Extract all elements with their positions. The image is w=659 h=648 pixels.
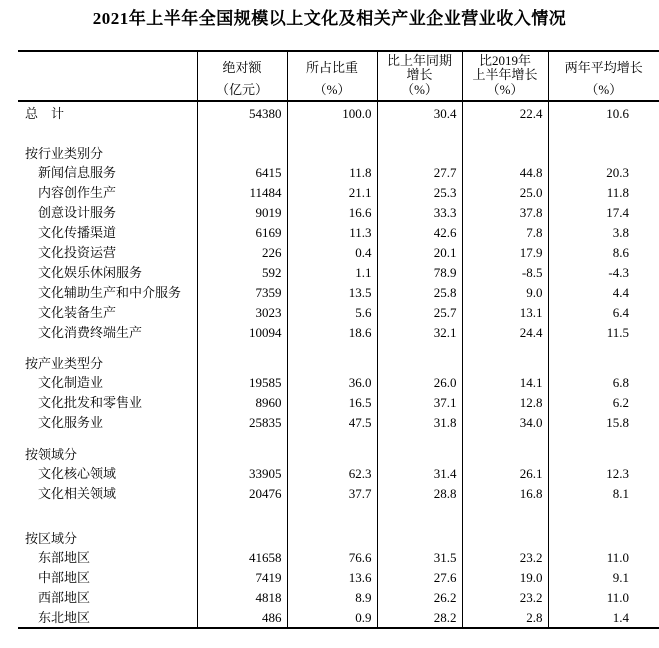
row-label: 中部地区 xyxy=(38,570,91,585)
value-cell: 1.4 xyxy=(548,608,659,628)
value-cell: 25.3 xyxy=(377,183,462,203)
spacer-cell xyxy=(462,355,548,373)
value-cell: 11484 xyxy=(197,183,287,203)
row-label: 创意设计服务 xyxy=(38,205,117,220)
spacer-row xyxy=(18,125,659,145)
value-cell: 8.1 xyxy=(548,484,659,504)
value-cell: 37.1 xyxy=(377,393,462,413)
spacer-cell xyxy=(287,530,377,548)
row-label: 东北地区 xyxy=(38,609,91,625)
value-cell: 19585 xyxy=(197,373,287,393)
value-cell: 18.6 xyxy=(287,323,377,343)
value-cell: 7.8 xyxy=(462,223,548,243)
table-row xyxy=(18,203,659,223)
value-cell: 10.6 xyxy=(548,101,659,125)
row-label: 文化投资运营 xyxy=(38,245,117,260)
section-heading-row xyxy=(18,355,659,373)
row-label: 文化服务业 xyxy=(38,415,104,430)
value-cell: 33905 xyxy=(197,464,287,484)
value-cell: 7359 xyxy=(197,283,287,303)
value-cell: 23.2 xyxy=(462,588,548,608)
table-row xyxy=(18,303,659,323)
row-label: 新闻信息服务 xyxy=(38,165,117,180)
value-cell: 26.2 xyxy=(377,588,462,608)
spacer-cell xyxy=(197,145,287,163)
value-cell: 34.0 xyxy=(462,413,548,433)
value-cell: 27.7 xyxy=(377,163,462,183)
col-header-category xyxy=(18,51,197,101)
spacer-cell xyxy=(548,433,659,446)
value-cell: 44.8 xyxy=(462,163,548,183)
value-cell: 8.9 xyxy=(287,588,377,608)
value-cell: 20.1 xyxy=(377,243,462,263)
total-row xyxy=(18,101,659,125)
spacer-row xyxy=(18,504,659,530)
table-row xyxy=(18,243,659,263)
spacer-cell xyxy=(462,343,548,355)
value-cell: 4.4 xyxy=(548,283,659,303)
value-cell: 76.6 xyxy=(287,548,377,568)
spacer-cell xyxy=(18,504,197,530)
value-cell: 11.8 xyxy=(287,163,377,183)
spacer-cell xyxy=(462,433,548,446)
value-cell: 37.8 xyxy=(462,203,548,223)
col-header-yoy-growth-line1: 比上年同期 xyxy=(386,52,452,68)
spacer-cell xyxy=(197,504,287,530)
spacer-cell xyxy=(197,125,287,145)
value-cell: 11.3 xyxy=(287,223,377,243)
spacer-cell xyxy=(287,343,377,355)
value-cell: 12.3 xyxy=(548,464,659,484)
col-header-yoy-growth-line2: 增长 xyxy=(406,66,433,82)
col-header-amount-unit: （亿元） xyxy=(215,82,268,97)
table-row xyxy=(18,568,659,588)
spacer-cell xyxy=(197,343,287,355)
table-row xyxy=(18,608,659,628)
value-cell: 486 xyxy=(197,608,287,628)
spacer-cell xyxy=(462,530,548,548)
row-label: 文化消费终端生产 xyxy=(38,325,143,340)
col-header-share-unit: （%） xyxy=(313,82,351,97)
value-cell: 10094 xyxy=(197,323,287,343)
value-cell: 9.0 xyxy=(462,283,548,303)
table-row xyxy=(18,263,659,283)
table-row xyxy=(18,588,659,608)
row-label: 东部地区 xyxy=(38,550,91,565)
col-header-yoy-growth-unit: （%） xyxy=(401,82,438,97)
value-cell: 42.6 xyxy=(377,223,462,243)
row-label: 文化相关领域 xyxy=(38,486,117,501)
value-cell: 62.3 xyxy=(287,464,377,484)
table-row xyxy=(18,163,659,183)
col-header-amount-label: 绝对额 xyxy=(222,59,262,75)
value-cell: 17.9 xyxy=(462,243,548,263)
value-cell: 14.1 xyxy=(462,373,548,393)
value-cell: 4818 xyxy=(197,588,287,608)
col-header-vs2019-growth xyxy=(462,51,548,101)
value-cell: 5.6 xyxy=(287,303,377,323)
col-header-two-year-avg-growth-label: 两年平均增长 xyxy=(564,59,643,75)
spacer-cell xyxy=(548,446,659,464)
table-row xyxy=(18,548,659,568)
section-heading-row xyxy=(18,446,659,464)
value-cell: 33.3 xyxy=(377,203,462,223)
value-cell: 8960 xyxy=(197,393,287,413)
spacer-cell xyxy=(548,125,659,145)
row-label: 文化批发和零售业 xyxy=(38,395,143,410)
value-cell: 54380 xyxy=(197,101,287,125)
value-cell: 3023 xyxy=(197,303,287,323)
spacer-cell xyxy=(548,530,659,548)
value-cell: 0.4 xyxy=(287,243,377,263)
value-cell: 25835 xyxy=(197,413,287,433)
col-header-share xyxy=(287,51,377,101)
spacer-cell xyxy=(197,433,287,446)
value-cell: 20476 xyxy=(197,484,287,504)
row-label: 文化传播渠道 xyxy=(38,225,117,240)
value-cell: 22.4 xyxy=(462,101,548,125)
spacer-cell xyxy=(197,530,287,548)
table-body xyxy=(18,101,659,628)
value-cell: 36.0 xyxy=(287,373,377,393)
table-row xyxy=(18,323,659,343)
value-cell: 592 xyxy=(197,263,287,283)
value-cell: 78.9 xyxy=(377,263,462,283)
value-cell: -4.3 xyxy=(548,263,659,283)
table-row xyxy=(18,464,659,484)
value-cell: 9.1 xyxy=(548,568,659,588)
spacer-cell xyxy=(548,343,659,355)
spacer-cell xyxy=(462,145,548,163)
section-heading: 按产业类型分 xyxy=(25,356,104,371)
value-cell: 37.7 xyxy=(287,484,377,504)
value-cell: 28.2 xyxy=(377,608,462,628)
table-row xyxy=(18,413,659,433)
value-cell: 31.4 xyxy=(377,464,462,484)
value-cell: 11.0 xyxy=(548,548,659,568)
section-heading-row xyxy=(18,530,659,548)
col-header-yoy-growth xyxy=(377,51,462,101)
col-header-two-year-avg-growth xyxy=(548,51,659,101)
col-header-share-label: 所占比重 xyxy=(305,59,358,75)
spacer-cell xyxy=(377,433,462,446)
row-label: 文化核心领域 xyxy=(38,466,117,481)
spacer-cell xyxy=(377,125,462,145)
value-cell: 13.5 xyxy=(287,283,377,303)
value-cell: 6169 xyxy=(197,223,287,243)
value-cell: 6.2 xyxy=(548,393,659,413)
revenue-table xyxy=(18,50,659,629)
spacer-cell xyxy=(18,125,197,145)
row-label: 西部地区 xyxy=(38,590,91,605)
value-cell: 0.9 xyxy=(287,608,377,628)
table-row xyxy=(18,373,659,393)
spacer-cell xyxy=(377,145,462,163)
value-cell: 41658 xyxy=(197,548,287,568)
spacer-cell xyxy=(287,125,377,145)
col-header-amount xyxy=(197,51,287,101)
row-label: 文化制造业 xyxy=(38,375,104,390)
value-cell: 30.4 xyxy=(377,101,462,125)
row-label: 内容创作生产 xyxy=(38,185,117,200)
value-cell: 31.5 xyxy=(377,548,462,568)
value-cell: 16.8 xyxy=(462,484,548,504)
table-row xyxy=(18,223,659,243)
value-cell: 26.1 xyxy=(462,464,548,484)
spacer-cell xyxy=(197,355,287,373)
col-header-two-year-avg-growth-unit: （%） xyxy=(585,82,623,97)
spacer-cell xyxy=(377,530,462,548)
value-cell: 11.0 xyxy=(548,588,659,608)
spacer-cell xyxy=(377,504,462,530)
value-cell: 16.6 xyxy=(287,203,377,223)
value-cell: 25.7 xyxy=(377,303,462,323)
table-row xyxy=(18,283,659,303)
value-cell: 11.8 xyxy=(548,183,659,203)
spacer-cell xyxy=(462,504,548,530)
spacer-cell xyxy=(287,355,377,373)
header-row xyxy=(18,51,659,101)
value-cell: 25.8 xyxy=(377,283,462,303)
value-cell: 9019 xyxy=(197,203,287,223)
spacer-row xyxy=(18,343,659,355)
col-header-vs2019-growth-unit: （%） xyxy=(486,82,524,97)
value-cell: 1.1 xyxy=(287,263,377,283)
section-heading-row xyxy=(18,145,659,163)
value-cell: 19.0 xyxy=(462,568,548,588)
table-row xyxy=(18,484,659,504)
value-cell: 12.8 xyxy=(462,393,548,413)
value-cell: 8.6 xyxy=(548,243,659,263)
value-cell: 13.1 xyxy=(462,303,548,323)
value-cell: 25.0 xyxy=(462,183,548,203)
spacer-row xyxy=(18,433,659,446)
value-cell: -8.5 xyxy=(462,263,548,283)
col-header-vs2019-growth-line1: 比2019年 xyxy=(478,52,531,68)
value-cell: 20.3 xyxy=(548,163,659,183)
value-cell: 26.0 xyxy=(377,373,462,393)
value-cell: 23.2 xyxy=(462,548,548,568)
value-cell: 3.8 xyxy=(548,223,659,243)
section-heading: 按区域分 xyxy=(25,531,78,546)
value-cell: 17.4 xyxy=(548,203,659,223)
spacer-cell xyxy=(377,355,462,373)
value-cell: 31.8 xyxy=(377,413,462,433)
page-title: 2021年上半年全国规模以上文化及相关产业企业营业收入情况 xyxy=(92,9,567,28)
spacer-cell xyxy=(197,446,287,464)
value-cell: 27.6 xyxy=(377,568,462,588)
table-row xyxy=(18,393,659,413)
spacer-cell xyxy=(462,446,548,464)
value-cell: 6415 xyxy=(197,163,287,183)
row-label: 文化装备生产 xyxy=(38,305,117,320)
spacer-cell xyxy=(548,145,659,163)
spacer-cell xyxy=(18,433,197,446)
spacer-cell xyxy=(462,125,548,145)
value-cell: 6.8 xyxy=(548,373,659,393)
value-cell: 11.5 xyxy=(548,323,659,343)
value-cell: 2.8 xyxy=(462,608,548,628)
spacer-cell xyxy=(548,355,659,373)
value-cell: 15.8 xyxy=(548,413,659,433)
value-cell: 100.0 xyxy=(287,101,377,125)
spacer-cell xyxy=(377,446,462,464)
value-cell: 32.1 xyxy=(377,323,462,343)
spacer-cell xyxy=(287,433,377,446)
value-cell: 21.1 xyxy=(287,183,377,203)
row-label: 总 计 xyxy=(25,105,65,121)
table-row xyxy=(18,183,659,203)
value-cell: 16.5 xyxy=(287,393,377,413)
spacer-cell xyxy=(548,504,659,530)
col-header-vs2019-growth-line2: 上半年增长 xyxy=(472,66,538,82)
value-cell: 226 xyxy=(197,243,287,263)
value-cell: 47.5 xyxy=(287,413,377,433)
value-cell: 13.6 xyxy=(287,568,377,588)
value-cell: 24.4 xyxy=(462,323,548,343)
spacer-cell xyxy=(287,145,377,163)
section-heading: 按领域分 xyxy=(25,447,78,462)
spacer-cell xyxy=(377,343,462,355)
spacer-cell xyxy=(287,504,377,530)
row-label: 文化辅助生产和中介服务 xyxy=(38,285,182,300)
row-label: 文化娱乐休闲服务 xyxy=(38,265,143,280)
spacer-cell xyxy=(18,343,197,355)
spacer-cell xyxy=(287,446,377,464)
section-heading: 按行业类别分 xyxy=(25,146,104,161)
value-cell: 6.4 xyxy=(548,303,659,323)
value-cell: 28.8 xyxy=(377,484,462,504)
value-cell: 7419 xyxy=(197,568,287,588)
